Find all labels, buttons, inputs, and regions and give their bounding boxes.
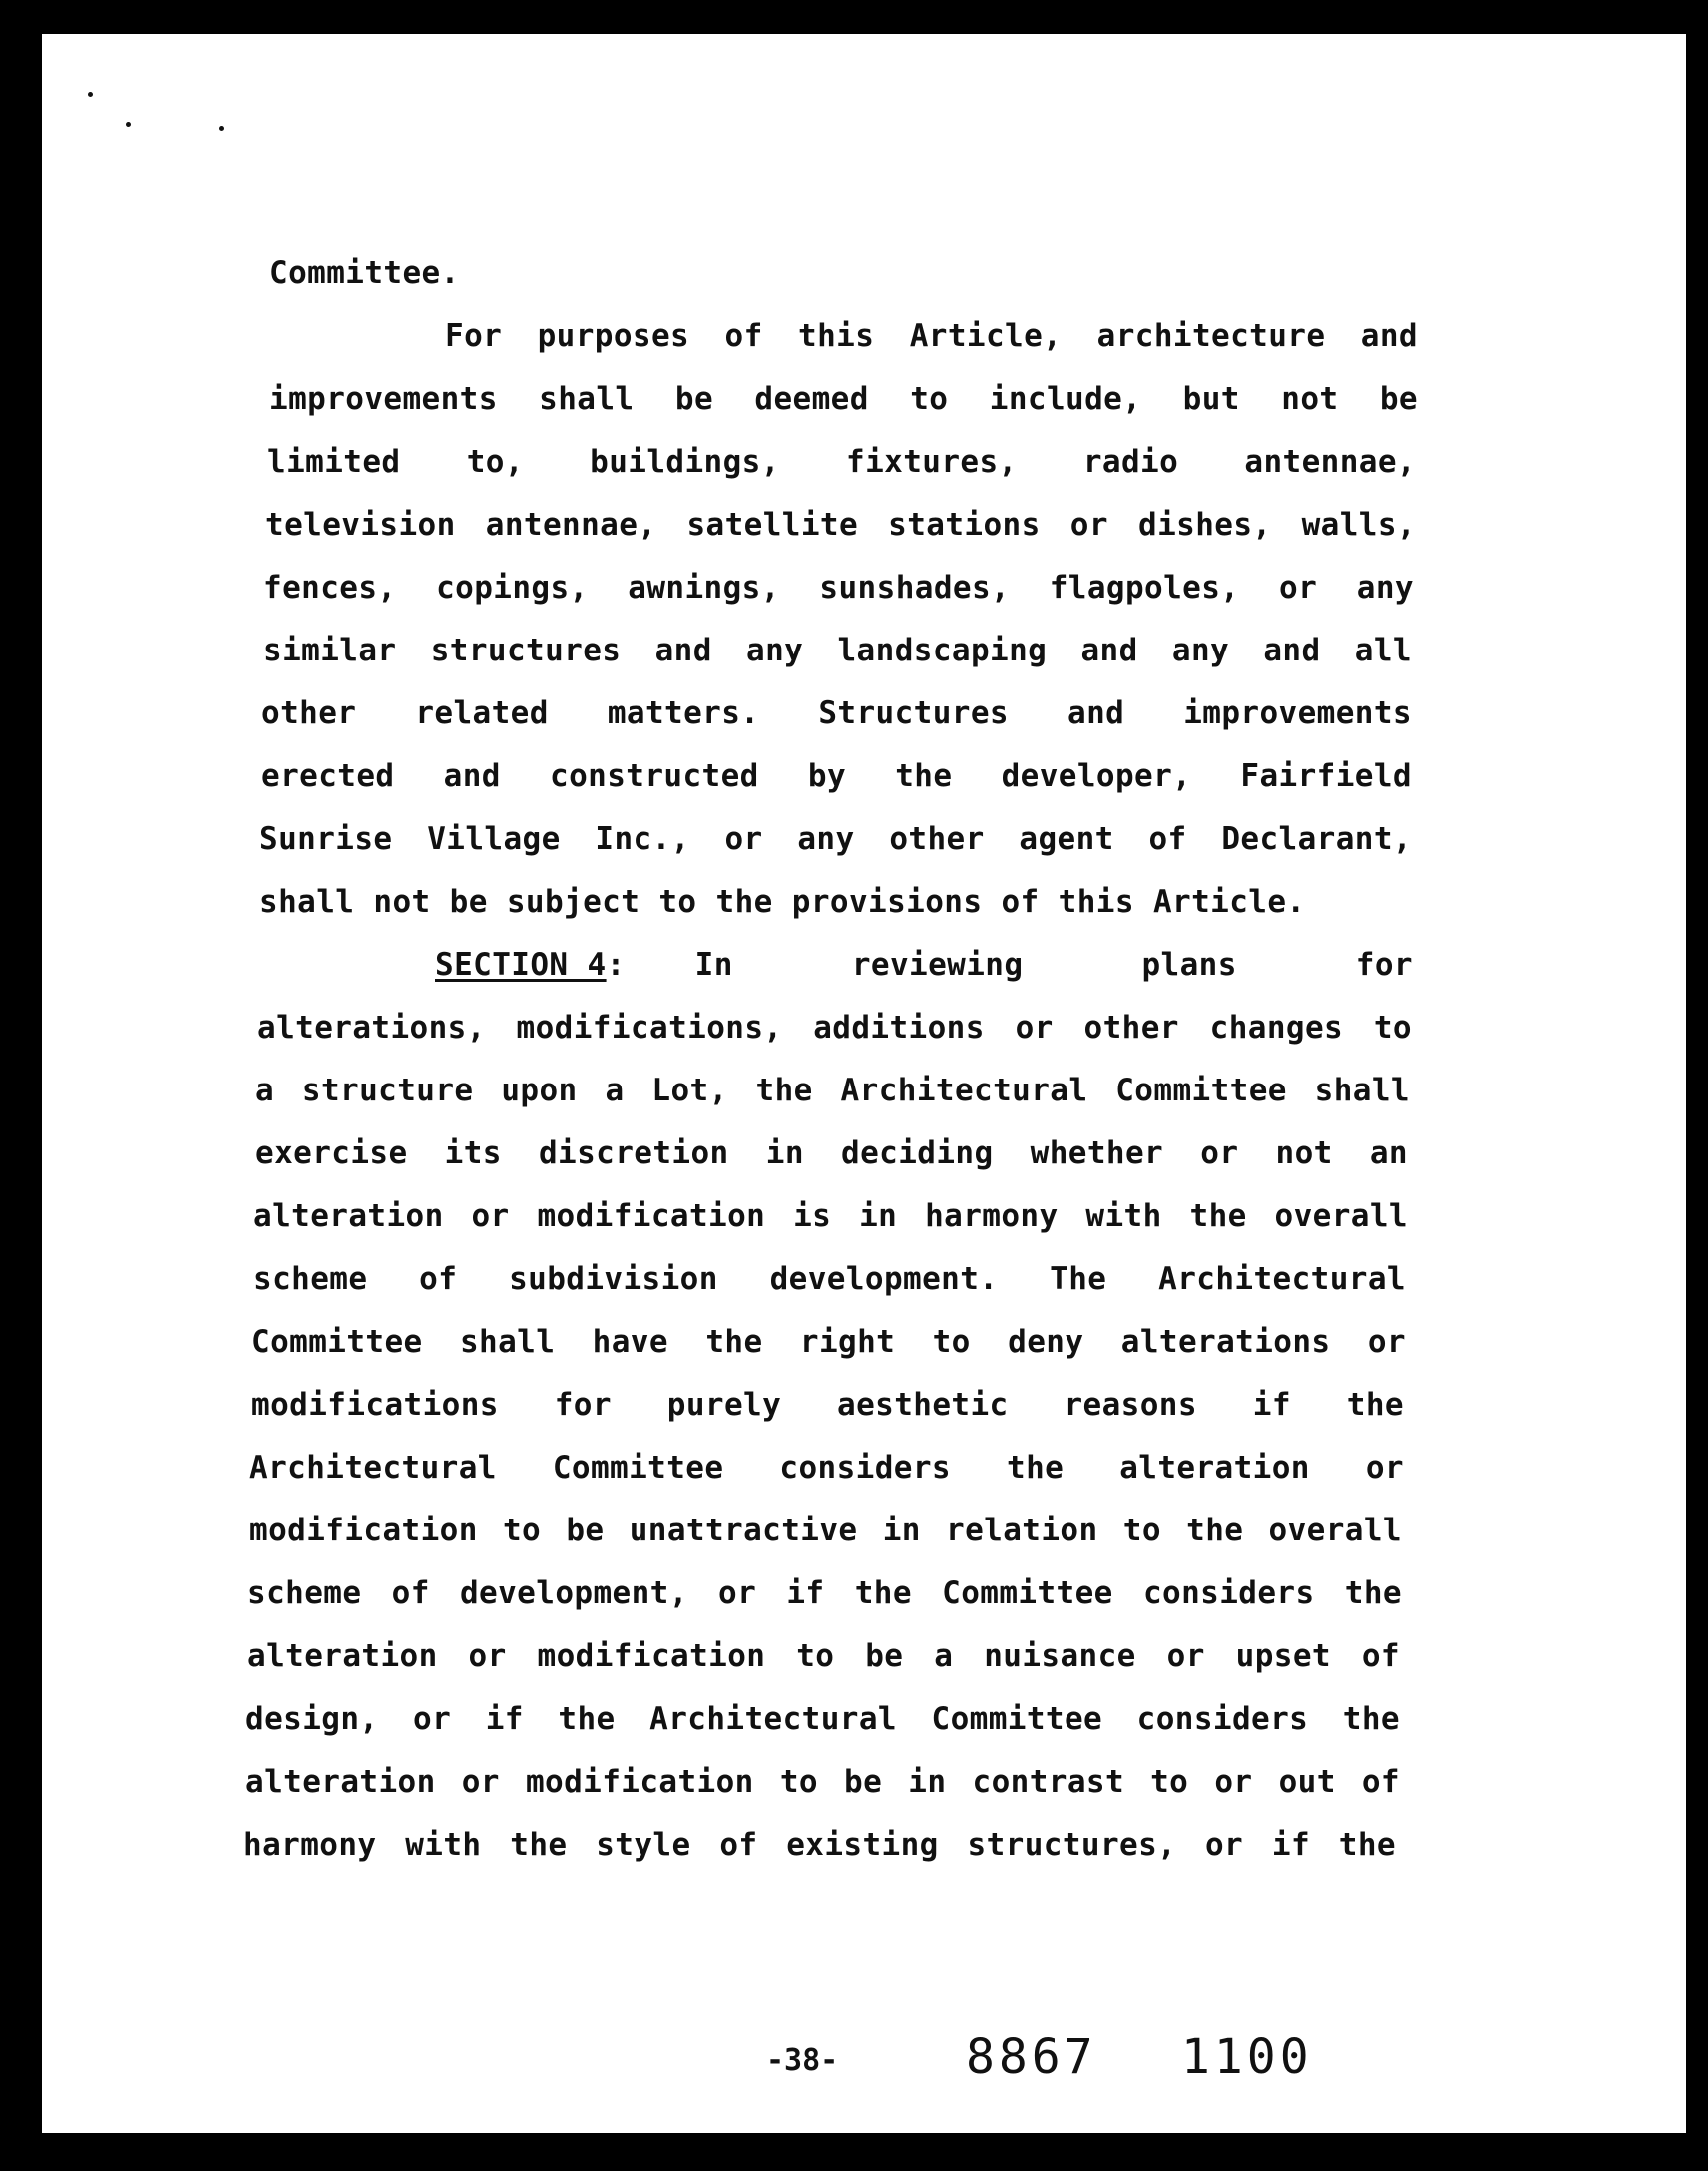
document-stamp-number: 1100 (1181, 2029, 1313, 2085)
document-page (42, 34, 1686, 2133)
text-line: scheme of development, or if the Committee considers the (247, 1575, 1402, 1611)
text-line: shall not be subject to the provisions of this Article. (259, 884, 1306, 920)
text-line: improvements shall be deemed to include, but not be (269, 381, 1418, 417)
scan-speck (219, 126, 224, 131)
text-line: Committee shall have the right to deny alterations or (251, 1324, 1406, 1360)
text-line: scheme of subdivision development. The Architectural (253, 1261, 1406, 1297)
page-number: -38- (766, 2043, 839, 2078)
text-line: alterations, modifications, additions or other changes to (257, 1010, 1412, 1046)
scan-speck (126, 122, 131, 127)
section-text: In reviewing plans for (694, 947, 1413, 983)
section-heading: SECTION 4 (435, 947, 607, 983)
text-line: similar structures and any landscaping and any and all (263, 633, 1412, 668)
text-line: alteration or modification is in harmony with the overall (253, 1198, 1408, 1234)
text-line: modifications for purely aesthetic reasons if the (251, 1387, 1404, 1423)
section-4-line (435, 947, 1413, 983)
text-line: Committee. (269, 255, 460, 291)
text-line: limited to, buildings, fixtures, radio antennae, (267, 444, 1416, 480)
text-line: other related matters. Structures and improvements (261, 695, 1412, 731)
text-line: television antennae, satellite stations or dishes, walls, (265, 507, 1416, 543)
document-stamp-number: 8867 (966, 2029, 1097, 2085)
text-line: Sunrise Village Inc., or any other agent of Declarant, (259, 821, 1412, 857)
text-line: harmony with the style of existing structures, or if the (243, 1827, 1396, 1863)
text-line: a structure upon a Lot, the Architectural Committee shall (255, 1073, 1410, 1108)
text-line: alteration or modification to be in contrast to or out of (245, 1764, 1400, 1800)
text-line: For purposes of this Article, architecture and (445, 318, 1418, 354)
scan-speck (88, 92, 93, 97)
text-line: design, or if the Architectural Committee considers the (245, 1701, 1400, 1737)
text-line: erected and constructed by the developer, Fairfield (261, 758, 1412, 794)
text-line: alteration or modification to be a nuisance or upset of (247, 1638, 1400, 1674)
text-line: Architectural Committee considers the alteration or (249, 1450, 1404, 1486)
text-line: exercise its discretion in deciding whether or not an (255, 1135, 1408, 1171)
section-heading-colon: : (606, 947, 626, 983)
text-line: fences, copings, awnings, sunshades, flagpoles, or any (263, 570, 1414, 606)
text-line: modification to be unattractive in relation to the overall (249, 1513, 1402, 1548)
